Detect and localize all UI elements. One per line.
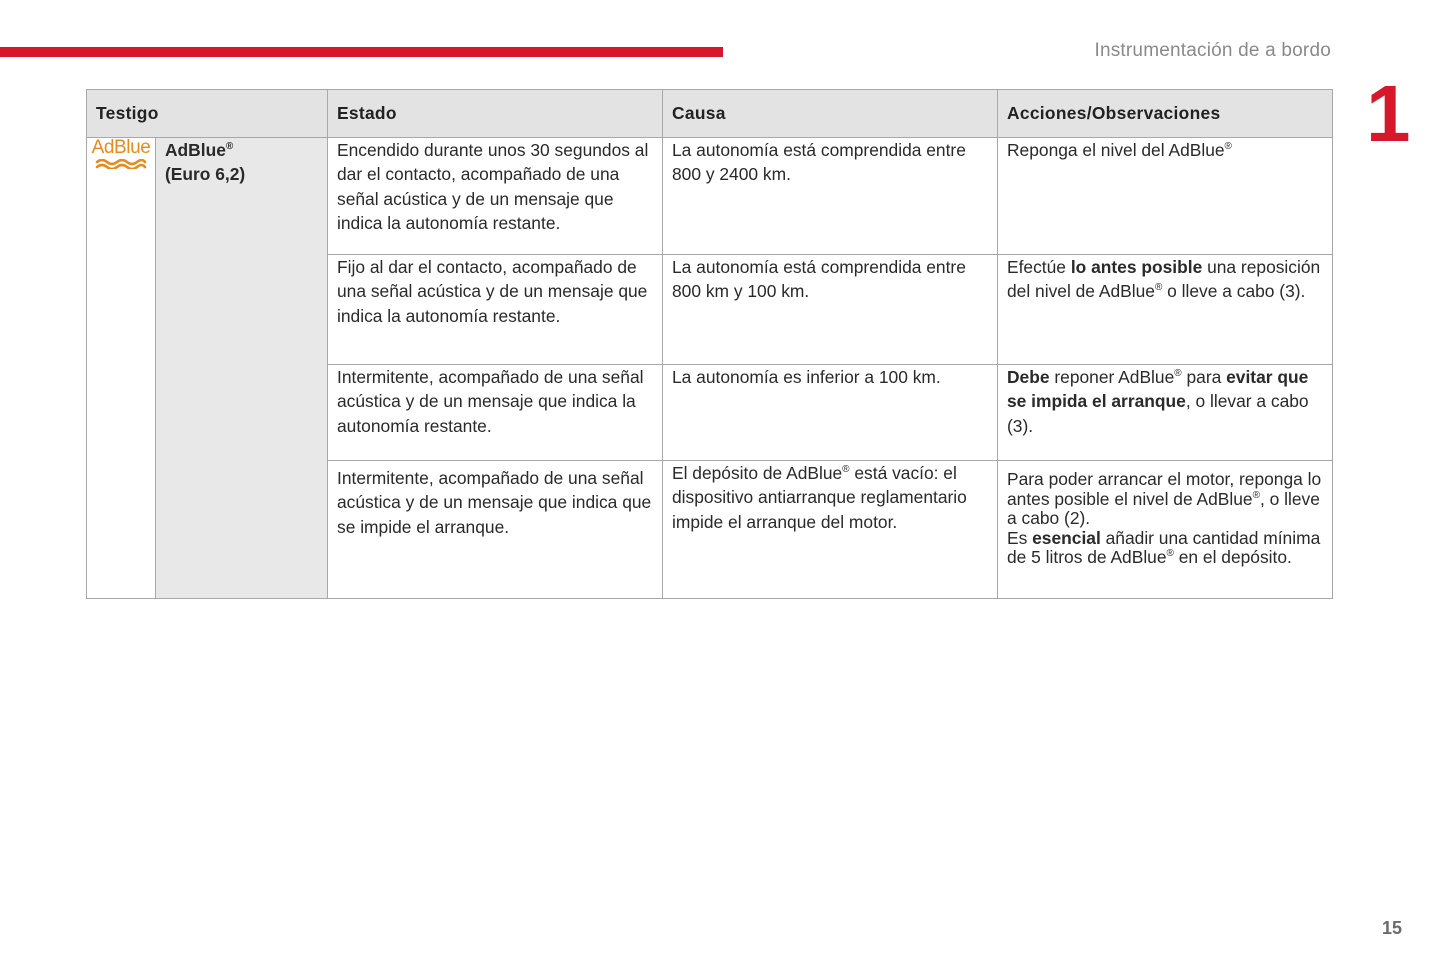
causa-cell — [663, 461, 998, 599]
table-header-row — [87, 90, 1333, 138]
acciones-text: una reposición del nivel de AdBlue — [1007, 257, 1321, 302]
registered-mark: ® — [225, 141, 234, 153]
column-header-estado: Estado — [328, 90, 663, 138]
acciones-text: Para poder arrancar el motor, reponga lo antes posible el nivel de AdBlue — [1007, 469, 1322, 509]
acciones-text: , o lleve a cabo (2). — [1007, 488, 1320, 528]
acciones-cell — [998, 461, 1333, 599]
indicator-icon-cell — [87, 138, 156, 599]
acciones-text: para — [1181, 367, 1227, 387]
header-accent-bar — [0, 47, 723, 57]
indicator-name-cell — [156, 138, 328, 599]
acciones-text: en el depósito. — [1173, 547, 1292, 567]
acciones-cell — [998, 365, 1333, 461]
acciones-emphasis: lo antes posible — [1070, 257, 1203, 277]
causa-cell: La autonomía está comprendida entre 800 km y 100 km. — [663, 255, 998, 365]
column-header-causa: Causa — [663, 90, 998, 138]
acciones-cell — [998, 138, 1333, 255]
registered-mark: ® — [1252, 489, 1260, 501]
acciones-text: Es — [1007, 527, 1033, 548]
estado-cell: Intermitente, acompañado de una señal acústica y de un mensaje que indica que se impide el arranque. — [328, 461, 663, 599]
registered-mark: ® — [842, 464, 850, 476]
column-header-testigo: Testigo — [87, 90, 328, 138]
estado-cell: Fijo al dar el contacto, acompañado de una señal acústica y de un mensaje que indica la autonomía restante. — [328, 255, 663, 365]
acciones-paragraph — [1007, 470, 1323, 529]
acciones-emphasis: esencial — [1032, 527, 1101, 548]
registered-mark: ® — [1224, 141, 1232, 153]
indicator-name: AdBlue — [165, 140, 226, 160]
section-title: Instrumentación de a bordo — [1094, 40, 1331, 61]
acciones-text: añadir una cantidad mínima de 5 litros de AdBlue — [1007, 527, 1321, 567]
page-number: 15 — [1382, 918, 1403, 938]
indicator-variant: (Euro 6,2) — [165, 164, 246, 185]
causa-cell: La autonomía es inferior a 100 km. — [663, 365, 998, 461]
acciones-text: , o llevar a cabo (3). — [1007, 391, 1309, 436]
warning-lights-table — [86, 89, 1333, 599]
acciones-text: Efectúe — [1007, 257, 1071, 277]
adblue-waves-icon — [95, 159, 147, 169]
estado-cell: Encendido durante unos 30 segundos al dar el contacto, acompañado de una señal acústica y de un mensaje que indica la autonomía restante. — [328, 138, 663, 255]
adblue-icon-text: AdBlue — [91, 137, 151, 158]
acciones-emphasis: evitar que se impida el arranque — [1007, 367, 1309, 412]
acciones-cell — [998, 255, 1333, 365]
causa-text: El depósito de AdBlue — [672, 463, 843, 483]
causa-text: está vacío: el dispositivo antiarranque reglamentario impide el arranque del motor. — [672, 463, 967, 532]
acciones-emphasis: Debe — [1007, 367, 1050, 387]
acciones-text: reponer AdBlue — [1049, 367, 1175, 387]
acciones-paragraph — [1007, 529, 1323, 568]
acciones-text: Reponga el nivel del AdBlue — [1007, 140, 1225, 160]
registered-mark: ® — [1154, 282, 1163, 294]
registered-mark: ® — [1166, 548, 1174, 560]
table-row — [87, 138, 1333, 255]
causa-cell: La autonomía está comprendida entre 800 y 2400 km. — [663, 138, 998, 255]
registered-mark: ® — [1174, 368, 1182, 380]
acciones-text: o lleve a cabo (3). — [1162, 281, 1306, 302]
column-header-acciones: Acciones/Observaciones — [998, 90, 1333, 138]
adblue-warning-icon — [91, 137, 151, 169]
estado-cell: Intermitente, acompañado de una señal acústica y de un mensaje que indica la autonomía restante. — [328, 365, 663, 461]
chapter-number: 1 — [1366, 69, 1411, 158]
